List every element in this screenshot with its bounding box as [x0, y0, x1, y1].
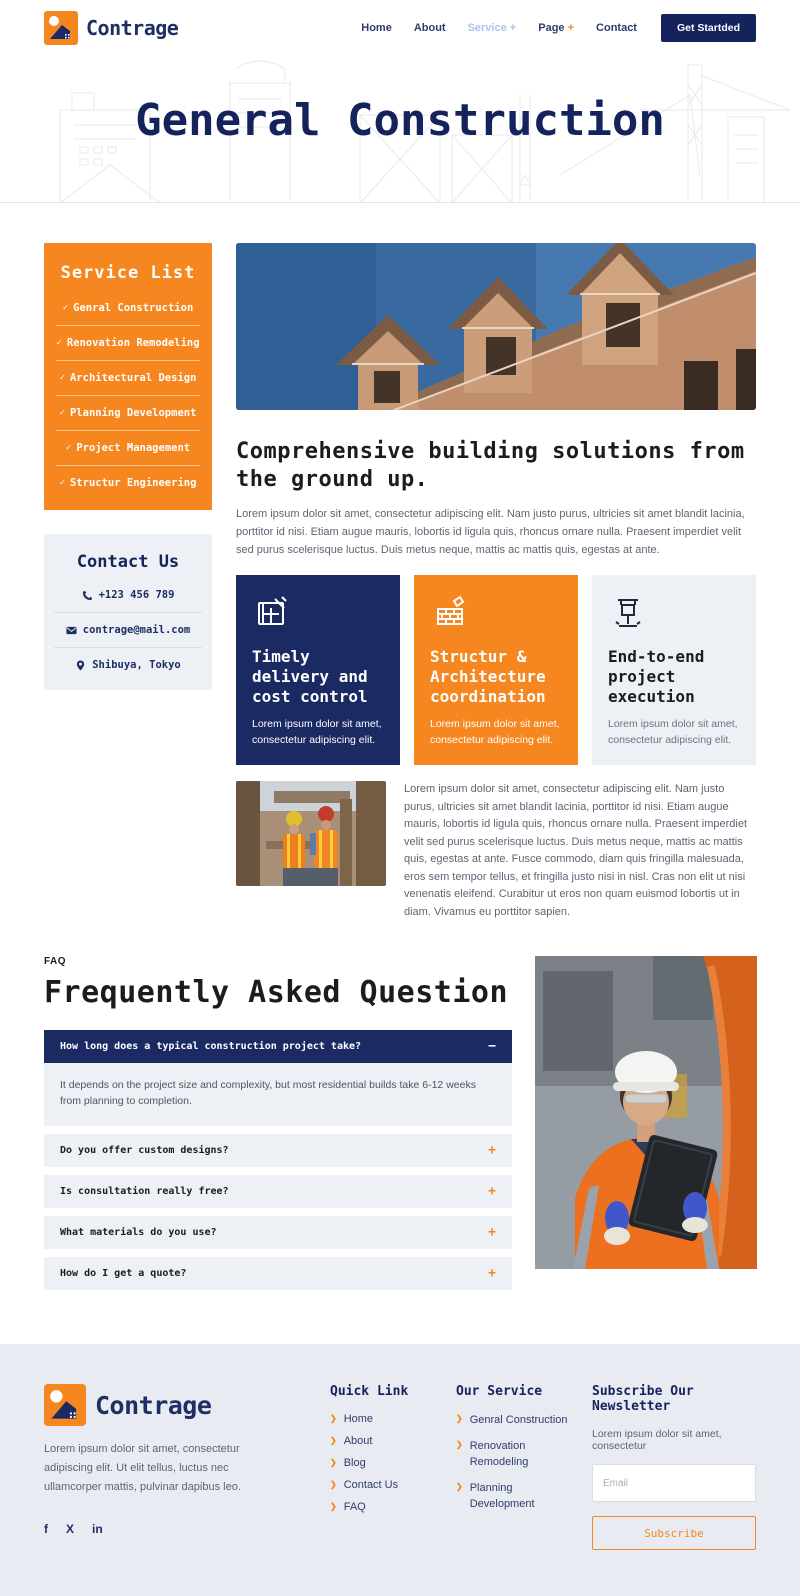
feature-cards: [236, 575, 756, 765]
expand-icon: +: [488, 1266, 496, 1282]
faq-item: [44, 1216, 512, 1249]
footer-about-text: Lorem ipsum dolor sit amet, consectetur adipiscing elit. Ut elit tellus, luctus nec ullamcorper mattis, pulvinar dapibus leo.: [44, 1443, 241, 1493]
service-list-item[interactable]: ✓ Genral Construction: [62, 302, 194, 314]
site-footer: [0, 1344, 800, 1596]
footer-brand-block: [44, 1384, 312, 1550]
check-icon: ✓: [59, 478, 65, 488]
brand-logo[interactable]: [44, 11, 178, 45]
detail-block: [236, 781, 756, 922]
detail-paragraph: Lorem ipsum dolor sit amet, consectetur adipiscing elit. Nam justo purus, ultricies sit amet blandit lacinia, porttitor id nisi. Etiam augue mauris, lobortis id ligula quis, rhoncus ornare nulla. Praesent imperdiet velit sed purus scelerisque luctus. Duis metus neque, mattis ac mattis quis, egestas at ante. Fusce commodo, diam quis fringilla malesuada, eros sem tempor tellus, et fringilla justo nisi in nisl. Cras non elit ut nisi venenatis eleifend. Curabitur ut eros non quam euismod lobortis ut in diam. Vivamus eu porttitor sapien.: [404, 782, 748, 919]
footer-link-contact[interactable]: ❯ Contact Us: [330, 1479, 399, 1492]
faq-eyebrow: FAQ: [44, 955, 67, 967]
footer-service-planning[interactable]: ❯ Planning Development: [456, 1482, 535, 1511]
jackhammer-icon: [608, 593, 740, 633]
card-description: Lorem ipsum dolor sit amet, consectetur adipiscing elit.: [430, 718, 560, 747]
chevron-right-icon: ❯: [330, 1458, 337, 1468]
faq-item: [44, 1030, 512, 1127]
faq-answer: It depends on the project size and complexity, but most residential builds take 6-12 weeks from planning to completion.: [44, 1063, 512, 1127]
faq-title: Frequently Asked Question: [44, 974, 509, 1010]
expand-icon: +: [488, 1184, 496, 1200]
newsletter-heading: Subscribe Our Newsletter: [592, 1384, 694, 1415]
expand-icon: +: [488, 1143, 496, 1159]
linkedin-icon[interactable]: in: [92, 1522, 103, 1537]
subscribe-button[interactable]: Subscribe: [592, 1516, 756, 1550]
faq-question[interactable]: Do you offer custom designs? +: [44, 1134, 512, 1167]
chevron-right-icon: ❯: [330, 1414, 337, 1424]
envelope-icon: [66, 625, 77, 636]
hero-banner: [0, 55, 800, 203]
engineer-photo: [535, 956, 757, 1269]
faq-accordion: [44, 1030, 512, 1291]
site-header: [0, 0, 800, 55]
footer-link-about[interactable]: ❯ About: [330, 1435, 373, 1448]
check-icon: ✓: [56, 338, 62, 348]
plus-icon: +: [567, 21, 575, 34]
service-list-item[interactable]: ✓ Renovation Remodeling: [56, 325, 200, 360]
email-input[interactable]: [592, 1464, 756, 1502]
main-nav: [361, 22, 637, 34]
intro-paragraph: Lorem ipsum dolor sit amet, consectetur adipiscing elit. Nam justo purus, ultricies sit amet blandit lacinia, porttitor id nisi. Etiam augue mauris, lobortis id ligula quis, rhoncus ornare nulla. Praesent imperdiet velit sed purus scelerisque luctus. Duis metus neque, mattis ac mattis quis, egestas at ante.: [236, 508, 745, 557]
faq-question[interactable]: Is consultation really free? +: [44, 1175, 512, 1208]
card-description: Lorem ipsum dolor sit amet, consectetur adipiscing elit.: [252, 718, 382, 747]
footer-newsletter: [592, 1384, 756, 1550]
nav-item-home[interactable]: Home: [361, 21, 392, 34]
check-icon: ✓: [59, 373, 65, 383]
brand-name: Contrage: [86, 15, 179, 40]
contact-location[interactable]: Shibuya, Tokyo: [54, 647, 202, 682]
check-icon: ✓: [59, 408, 65, 418]
chevron-right-icon: ❯: [456, 1482, 463, 1492]
footer-link-blog[interactable]: ❯ Blog: [330, 1457, 366, 1470]
check-icon: ✓: [65, 443, 72, 453]
check-icon: ✓: [62, 303, 69, 313]
nav-item-about[interactable]: About: [413, 21, 446, 34]
map-pin-icon: [75, 660, 86, 671]
chevron-right-icon: ❯: [330, 1502, 337, 1512]
contact-panel: [44, 534, 212, 690]
main-section: [0, 243, 800, 922]
feature-card-structure: [414, 575, 578, 765]
faq-item: [44, 1134, 512, 1167]
plus-icon: +: [509, 21, 517, 34]
phone-icon: [82, 590, 93, 601]
service-list-panel: [44, 243, 212, 510]
card-title: Structur & Architecture coordination: [430, 647, 546, 707]
sidebar: [44, 243, 212, 922]
contact-title: Contact Us: [76, 552, 180, 572]
get-started-button[interactable]: Get Startded: [661, 14, 756, 42]
card-title: Timely delivery and cost control: [252, 647, 368, 707]
section-heading: Comprehensive building solutions from the ground up.: [236, 439, 745, 492]
footer-heading: Our Service: [456, 1384, 543, 1400]
newsletter-description: Lorem ipsum dolor sit amet, consectetur: [592, 1428, 722, 1453]
footer-link-home[interactable]: ❯ Home: [330, 1413, 374, 1426]
chevron-right-icon: ❯: [456, 1414, 463, 1424]
card-title: End-to-end project execution: [608, 647, 705, 707]
footer-brand-logo[interactable]: [44, 1384, 312, 1426]
service-list-item[interactable]: ✓ Structur Engineering: [56, 465, 200, 500]
service-content: [236, 243, 756, 922]
expand-icon: +: [488, 1225, 496, 1241]
faq-question[interactable]: How long does a typical construction project take? −: [44, 1030, 512, 1063]
contact-phone[interactable]: +123 456 789: [54, 578, 202, 612]
brick-wall-icon: [430, 593, 562, 633]
contact-email[interactable]: contrage@mail.com: [54, 612, 202, 647]
chevron-right-icon: ❯: [330, 1480, 337, 1490]
footer-link-faq[interactable]: ❯ FAQ: [330, 1501, 366, 1514]
feature-card-execution: [592, 575, 756, 765]
faq-question[interactable]: What materials do you use? +: [44, 1216, 512, 1249]
chevron-right-icon: ❯: [456, 1440, 463, 1450]
footer-brand-name: Contrage: [95, 1390, 212, 1420]
faq-item: [44, 1175, 512, 1208]
faq-item: [44, 1257, 512, 1290]
blueprint-icon: [252, 593, 384, 633]
construction-house-photo: [236, 243, 756, 410]
card-description: Lorem ipsum dolor sit amet, consectetur adipiscing elit.: [608, 718, 738, 747]
service-list-item[interactable]: ✓ Planning Development: [56, 395, 200, 430]
facebook-icon[interactable]: f: [44, 1522, 48, 1537]
footer-services: [456, 1384, 574, 1550]
service-list-item[interactable]: ✓ Project Management: [56, 430, 200, 465]
nav-item-service[interactable]: Service +: [467, 21, 517, 34]
feature-card-timely-delivery: [236, 575, 400, 765]
footer-service-general[interactable]: ❯ Genral Construction: [456, 1414, 568, 1427]
faq-column: [44, 956, 512, 1299]
faq-question[interactable]: How do I get a quote? +: [44, 1257, 512, 1290]
brand-logo-icon: [44, 11, 78, 45]
page-title: General Construction: [135, 95, 665, 146]
faq-section: [0, 956, 800, 1299]
twitter-x-icon[interactable]: X: [66, 1522, 75, 1537]
nav-item-page[interactable]: Page +: [538, 21, 575, 34]
footer-service-renovation[interactable]: ❯ Renovation Remodeling: [456, 1440, 529, 1469]
chevron-right-icon: ❯: [330, 1436, 337, 1446]
service-list-item[interactable]: ✓ Architectural Design: [56, 360, 200, 395]
social-links: [44, 1522, 312, 1536]
workers-photo: [236, 781, 386, 886]
nav-item-contact[interactable]: Contact: [596, 21, 637, 34]
footer-quick-links: [330, 1384, 436, 1550]
footer-heading: Quick Link: [330, 1384, 409, 1400]
service-list-title: Service List: [60, 263, 196, 283]
brand-logo-icon: [44, 1384, 86, 1426]
collapse-icon: −: [488, 1038, 496, 1054]
